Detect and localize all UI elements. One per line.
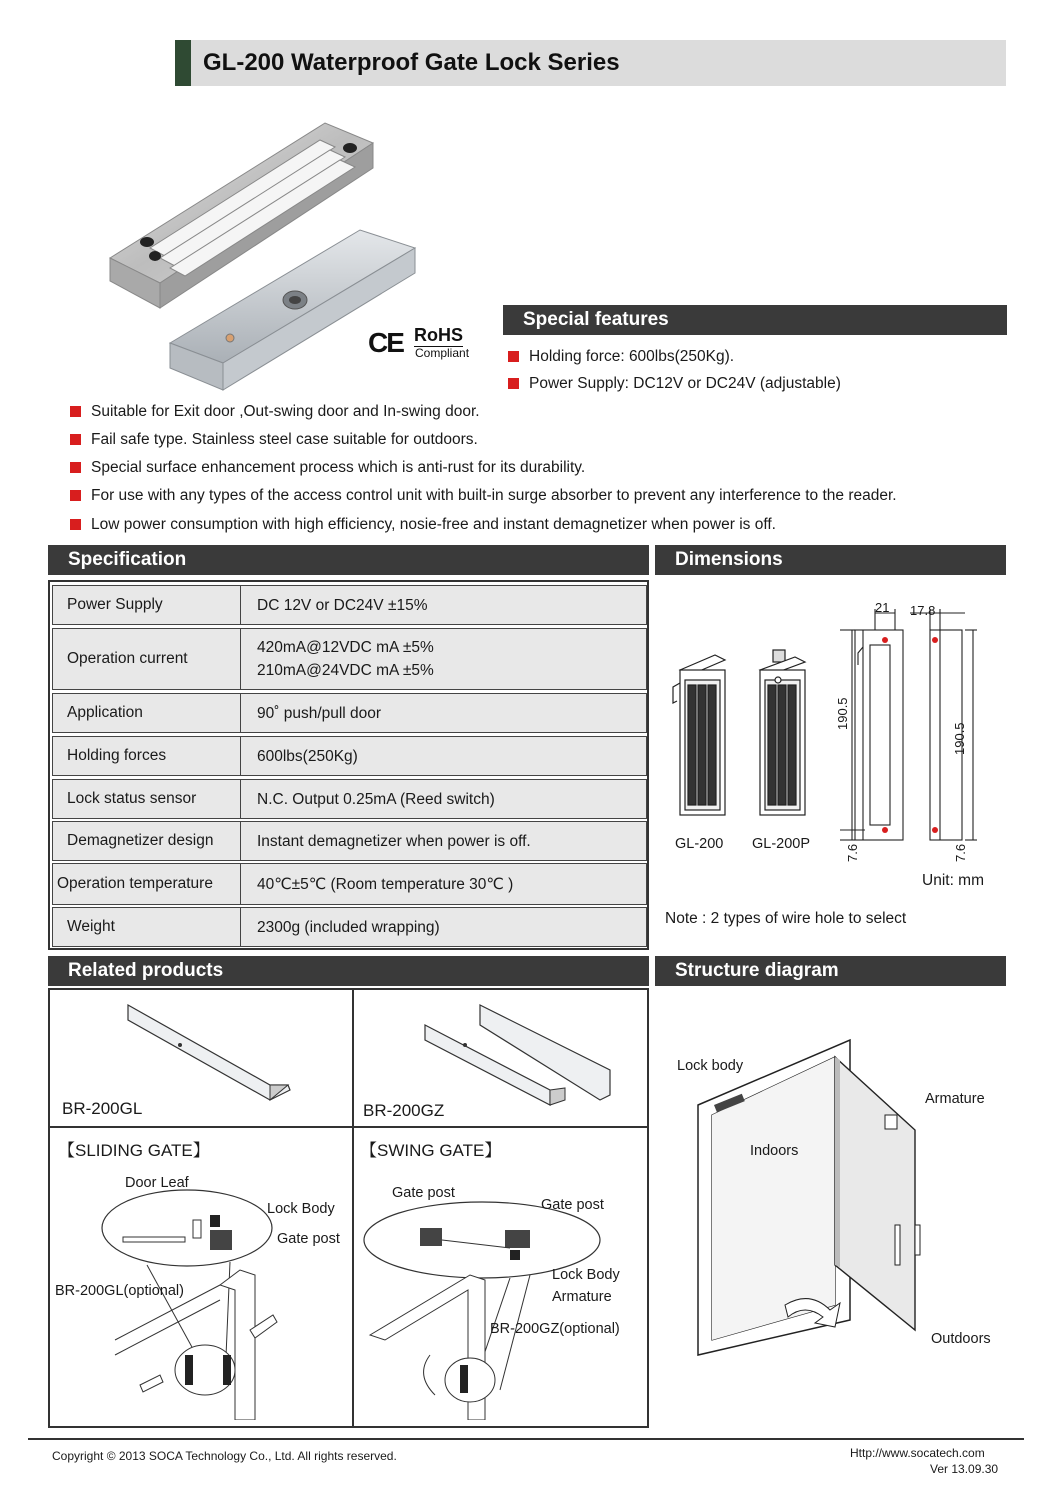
spec-row-operation-current [52, 628, 647, 690]
br-200gz-image [420, 1000, 620, 1110]
divider [50, 1126, 647, 1128]
title-bar [175, 40, 1006, 86]
label-gate-post-sliding: Gate post [277, 1231, 340, 1247]
label-indoors: Indoors [750, 1143, 799, 1159]
spec-label: Lock status sensor [53, 780, 241, 818]
spec-value: Instant demagnetizer when power is off. [257, 832, 531, 850]
spec-row-lock-status-sensor [52, 779, 647, 819]
label-outdoors: Outdoors [931, 1331, 991, 1347]
label-gate-post-left: Gate post [392, 1185, 455, 1201]
bullet-icon [70, 406, 81, 417]
label-door-leaf: Door Leaf [125, 1175, 189, 1191]
ce-mark: CE [368, 327, 403, 358]
label-gate-post-right: Gate post [541, 1197, 604, 1213]
model-gl-200: GL-200 [675, 836, 724, 852]
feature-item: For use with any types of the access control unit with built-in surge absorber to prevent any interference to the reader. [70, 487, 897, 505]
label-armature-structure: Armature [925, 1091, 985, 1107]
spec-value: 90˚ push/pull door [257, 704, 382, 722]
bullet-icon [70, 490, 81, 501]
bullet-icon [70, 462, 81, 473]
spec-label: Holding forces [53, 737, 241, 775]
spec-label: Operation current [53, 629, 241, 689]
feature-item: Fail safe type. Stainless steel case suitable for outdoors. [70, 431, 478, 449]
special-features-heading: Special features [503, 305, 1007, 335]
footer-url[interactable]: Http://www.socatech.com [850, 1446, 985, 1460]
bullet-icon [508, 351, 519, 362]
feature-item: Suitable for Exit door ,Out-swing door and In-swing door. [70, 403, 480, 421]
gl-200p-drawing [760, 650, 805, 815]
br-200gl-image [120, 1000, 300, 1110]
label-br-200gz-optional: BR-200GZ(optional) [490, 1321, 620, 1337]
dim-190-5-front: 190.5 [835, 697, 850, 730]
bullet-icon [70, 519, 81, 530]
rohs-compliant: Compliant [415, 346, 470, 360]
spec-row-demagnetizer [52, 821, 647, 861]
dim-21: 21 [875, 600, 890, 615]
swing-gate-image [360, 1190, 645, 1420]
spec-row-application [52, 693, 647, 733]
spec-value: 420mA@12VDC mA ±5% 210mA@24VDC mA ±5% [257, 639, 434, 679]
dim-7-6-front: 7.6 [845, 843, 860, 862]
footer-rule [28, 1438, 1024, 1440]
dim-190-5-side: 190.5 [952, 722, 967, 755]
label-armature-swing: Armature [552, 1289, 612, 1305]
dim-7-6-side: 7.6 [953, 843, 968, 862]
bullet-icon [508, 378, 519, 389]
spec-row-weight [52, 907, 647, 947]
feature-item: Power Supply: DC12V or DC24V (adjustable) [508, 375, 841, 393]
spec-label: Application [53, 694, 241, 732]
title-accent [175, 40, 191, 86]
bullet-icon [70, 434, 81, 445]
spec-label: Power Supply [53, 586, 241, 624]
spec-row-operation-temperature [52, 863, 647, 905]
spec-value: 40℃±5℃ (Room temperature 30℃ ) [257, 875, 514, 893]
dimensions-drawing [665, 595, 985, 865]
spec-value: 2300g (included wrapping) [257, 918, 440, 936]
related-products-heading: Related products [48, 956, 649, 986]
spec-row-holding-forces [52, 736, 647, 776]
spec-label: Operation temperature [53, 864, 241, 904]
spec-label: Weight [53, 908, 241, 946]
structure-diagram-image [690, 1035, 950, 1365]
spec-value: N.C. Output 0.25mA (Reed switch) [257, 790, 495, 808]
label-br-200gl-optional: BR-200GL(optional) [55, 1283, 184, 1299]
br-200gz-label: BR-200GZ [363, 1101, 445, 1120]
gl-200-drawing [673, 655, 725, 815]
label-lock-body-swing: Lock Body [552, 1267, 620, 1283]
swing-gate-title: 【SWING GATE】 [360, 1141, 502, 1160]
dimensions-unit: Unit: mm [922, 872, 984, 889]
footer-version: Ver 13.09.30 [930, 1462, 999, 1476]
dim-17-8: 17.8 [910, 603, 936, 618]
spec-label: Demagnetizer design [53, 822, 241, 860]
sliding-gate-title: 【SLIDING GATE】 [58, 1141, 210, 1160]
spec-value: 600lbs(250Kg) [257, 747, 358, 765]
label-lock-body-structure: Lock body [677, 1058, 744, 1074]
feature-item: Special surface enhancement process which is anti-rust for its durability. [70, 459, 585, 477]
footer-copyright: Copyright © 2013 SOCA Technology Co., Ltd. All rights reserved. [52, 1449, 397, 1463]
label-lock-body-sliding: Lock Body [267, 1201, 335, 1217]
structure-diagram-heading: Structure diagram [655, 956, 1006, 986]
page-title: GL-200 Waterproof Gate Lock Series [203, 49, 620, 76]
divider [352, 990, 354, 1426]
spec-row-power-supply [52, 585, 647, 625]
br-200gl-label: BR-200GL [62, 1099, 143, 1118]
rohs-mark: RoHS [414, 325, 463, 345]
specification-heading: Specification [48, 545, 649, 575]
spec-value: DC 12V or DC24V ±15% [257, 596, 428, 614]
specification-table [48, 580, 649, 950]
dimensions-heading: Dimensions [655, 545, 1006, 575]
dimensions-note: Note : 2 types of wire hole to select [665, 910, 907, 927]
feature-item: Holding force: 600lbs(250Kg). [508, 348, 734, 366]
model-gl-200p: GL-200P [752, 836, 811, 852]
feature-item: Low power consumption with high efficiency, nosie-free and instant demagnetizer when power is off. [70, 516, 776, 534]
